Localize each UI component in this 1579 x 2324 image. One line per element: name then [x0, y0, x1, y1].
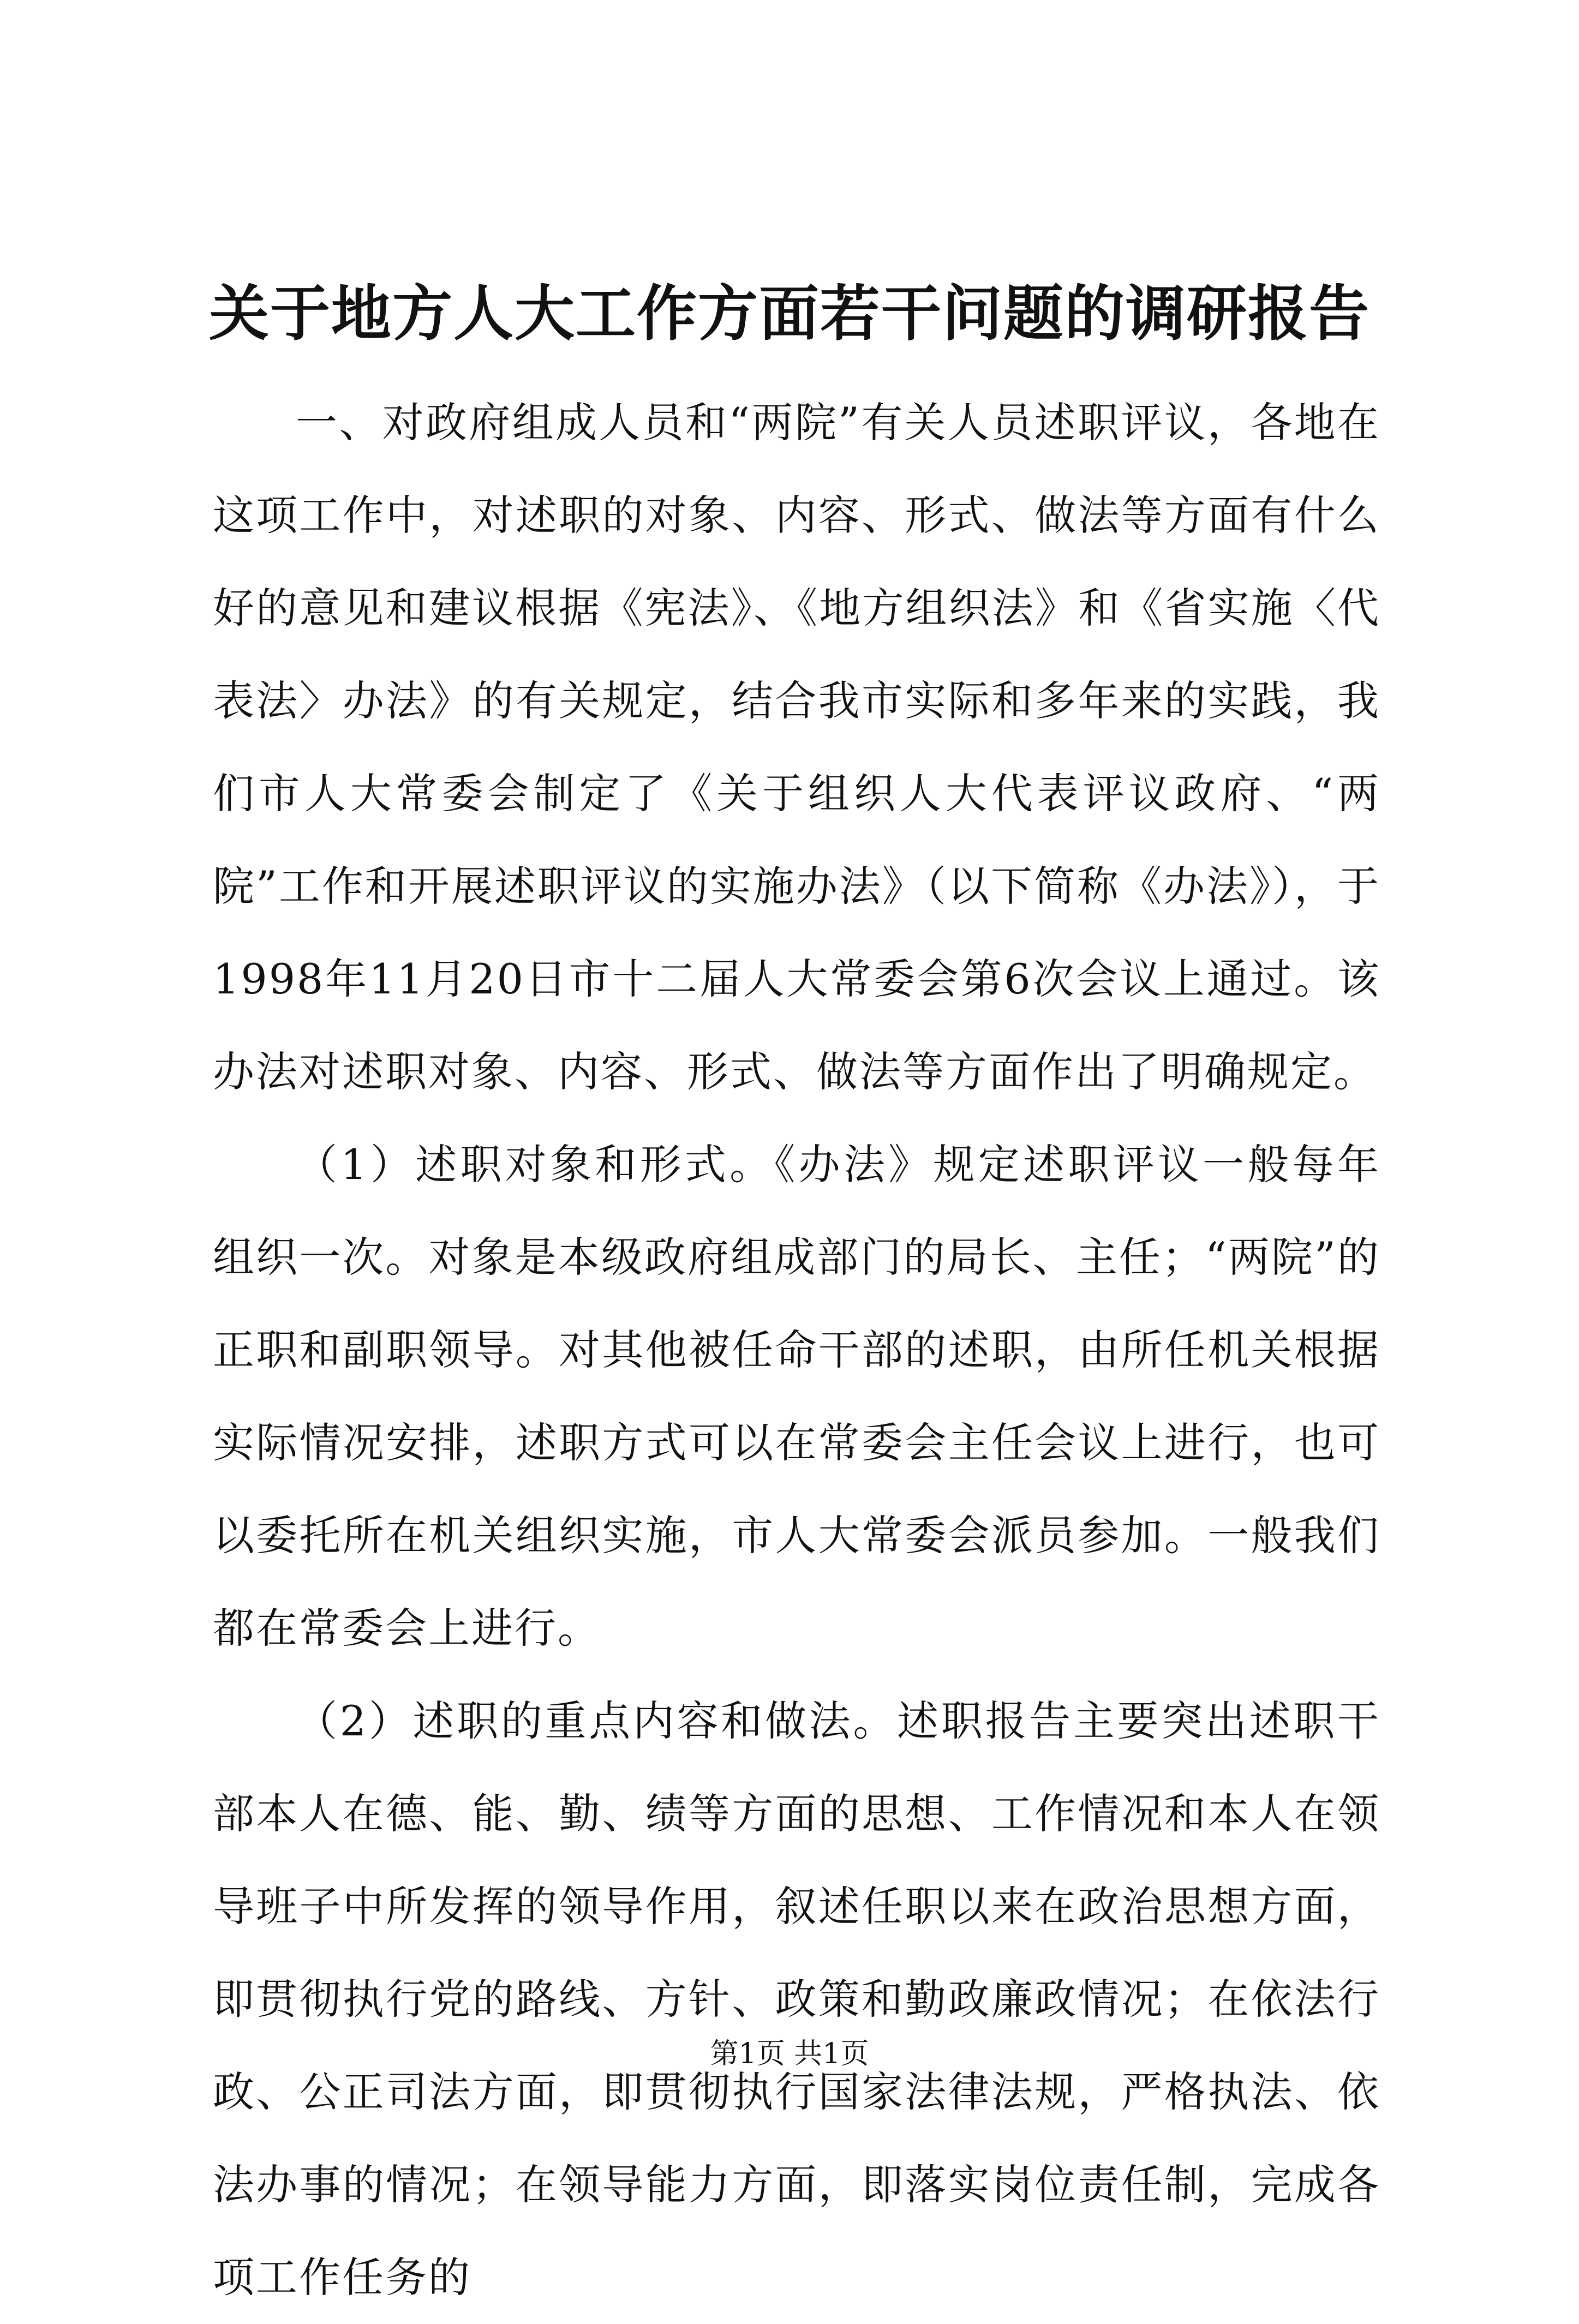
document-body: [213, 376, 1380, 2324]
paragraph-1: 一、对政府组成人员和“两院”有关人员述职评议，各地在这项工作中，对述职的对象、内容、形式、做法等方面有什么好的意见和建议根据《宪法》、《地方组织法》和《省实施〈代表法〉办法》的有关规定，结合我市实际和多年来的实践，我们市人大常委会制定了《关于组织人大代表评议政府、“两院”工作和开展述职评议的实施办法》（以下简称《办法》），于1998年11月20日市十二届人大常委会第6次会议上通过。该办法对述职对象、内容、形式、做法等方面作出了明确规定。: [213, 398, 1380, 1096]
page-footer: 第1页 共1页: [710, 2038, 869, 2070]
paragraph-3: （2）述职的重点内容和做法。述职报告主要突出述职干部本人在德、能、勤、绩等方面的思想、工作情况和本人在领导班子中所发挥的领导作用，叙述任职以来在政治思想方面，即贯彻执行党的路线、方针、政策和勤政廉政情况；在依法行政、公正司法方面，即贯彻执行国家法律法规，严格执法、依法办事的情况；在领导能力方面，即落实岗位责任制，完成各项工作任务的: [213, 1697, 1380, 2302]
document-title: 关于地方人大工作方面若干问题的调研报告: [209, 278, 1370, 349]
paragraph-2: （1）述职对象和形式。《办法》规定述职评议一般每年组织一次。对象是本级政府组成部门的局长、主任；“两院”的正职和副职领导。对其他被任命干部的述职，由所任机关根据实际情况安排，述职方式可以在常委会主任会议上进行，也可以委托所在机关组织实施，市人大常委会派员参加。一般我们都在常委会上进行。: [213, 1140, 1380, 1652]
